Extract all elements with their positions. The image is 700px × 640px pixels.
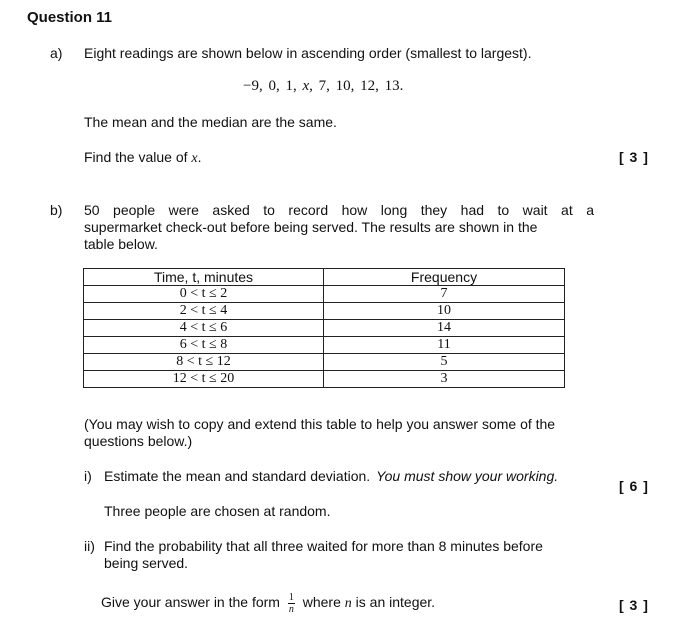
sub-i-follow: Three people are chosen at random. (104, 503, 331, 519)
reading-7: 12, (360, 78, 379, 94)
part-a-task-end: . (197, 149, 202, 165)
readings-list (243, 78, 403, 95)
form-suffix: is an integer. (355, 594, 436, 610)
part-b-intro-line2: supermarket check-out before being served. The results are shown in the (84, 219, 538, 235)
frequency-cell: 5 (324, 354, 565, 371)
table-row (84, 354, 565, 371)
sub-ii-answer-form (101, 588, 435, 618)
frequency-table (83, 268, 565, 388)
frequency-cell: 11 (324, 337, 565, 354)
form-middle: where (302, 594, 341, 610)
table-header-row (84, 269, 565, 286)
reading-3: 1, (285, 78, 297, 94)
table-row (84, 337, 565, 354)
header-frequency: Frequency (324, 269, 565, 286)
part-a-task-variable: x (191, 151, 198, 166)
part-b-note-line1: (You may wish to copy and extend this table to help you answer some of the (84, 416, 556, 432)
time-cell: 2 < t ≤ 4 (84, 303, 324, 320)
part-b-intro-line1: 50 people were asked to record how long they had to wait at a (84, 202, 594, 218)
sub-i-emphasis: You must show your working. (376, 468, 559, 484)
part-b-intro-line3: table below. (84, 236, 158, 252)
sub-i-instruction: Estimate the mean and standard deviation. (104, 468, 371, 484)
form-variable: n (344, 596, 352, 611)
sub-ii-label: ii) (84, 538, 95, 554)
sub-ii-line1: Find the probability that all three waited for more than 8 minutes before (104, 538, 543, 554)
time-cell: 8 < t ≤ 12 (84, 354, 324, 371)
reading-1: −9, (243, 78, 263, 94)
part-a-task-text: Find the value of (84, 149, 188, 165)
form-prefix: Give your answer in the form (101, 594, 280, 610)
table-row (84, 303, 565, 320)
part-a-statement: The mean and the median are the same. (84, 114, 337, 130)
part-a-intro: Eight readings are shown below in ascending order (smallest to largest). (84, 45, 532, 61)
part-b-note-line2: questions below.) (84, 433, 193, 449)
reading-2: 0, (268, 78, 280, 94)
reading-4: x, (302, 78, 313, 94)
time-cell: 12 < t ≤ 20 (84, 371, 324, 388)
table-row (84, 286, 565, 303)
frequency-cell: 14 (324, 320, 565, 337)
table-row (84, 320, 565, 337)
part-a-task (84, 149, 202, 167)
sub-i-label: i) (84, 468, 92, 484)
frequency-cell: 3 (324, 371, 565, 388)
fraction-denominator: n (288, 603, 294, 615)
sub-ii-marks: [ 3 ] (619, 597, 649, 613)
time-cell: 6 < t ≤ 8 (84, 337, 324, 354)
fraction-numerator: 1 (288, 591, 294, 603)
reading-6: 10, (335, 78, 355, 94)
sub-i-marks: [ 6 ] (619, 478, 649, 494)
frequency-cell: 10 (324, 303, 565, 320)
question-title: Question 11 (27, 9, 113, 26)
table-row (84, 371, 565, 388)
frequency-cell: 7 (324, 286, 565, 303)
reading-5: 7, (318, 78, 330, 94)
fraction-one-over-n (288, 592, 295, 615)
part-b-label: b) (50, 202, 63, 218)
time-cell: 0 < t ≤ 2 (84, 286, 324, 303)
part-a-marks: [ 3 ] (619, 149, 649, 165)
time-cell: 4 < t ≤ 6 (84, 320, 324, 337)
header-time: Time, t, minutes (84, 269, 324, 286)
reading-8: 13. (384, 78, 404, 94)
part-a-label: a) (50, 45, 63, 61)
sub-ii-line2: being served. (104, 555, 189, 571)
sub-i-text (104, 468, 558, 484)
